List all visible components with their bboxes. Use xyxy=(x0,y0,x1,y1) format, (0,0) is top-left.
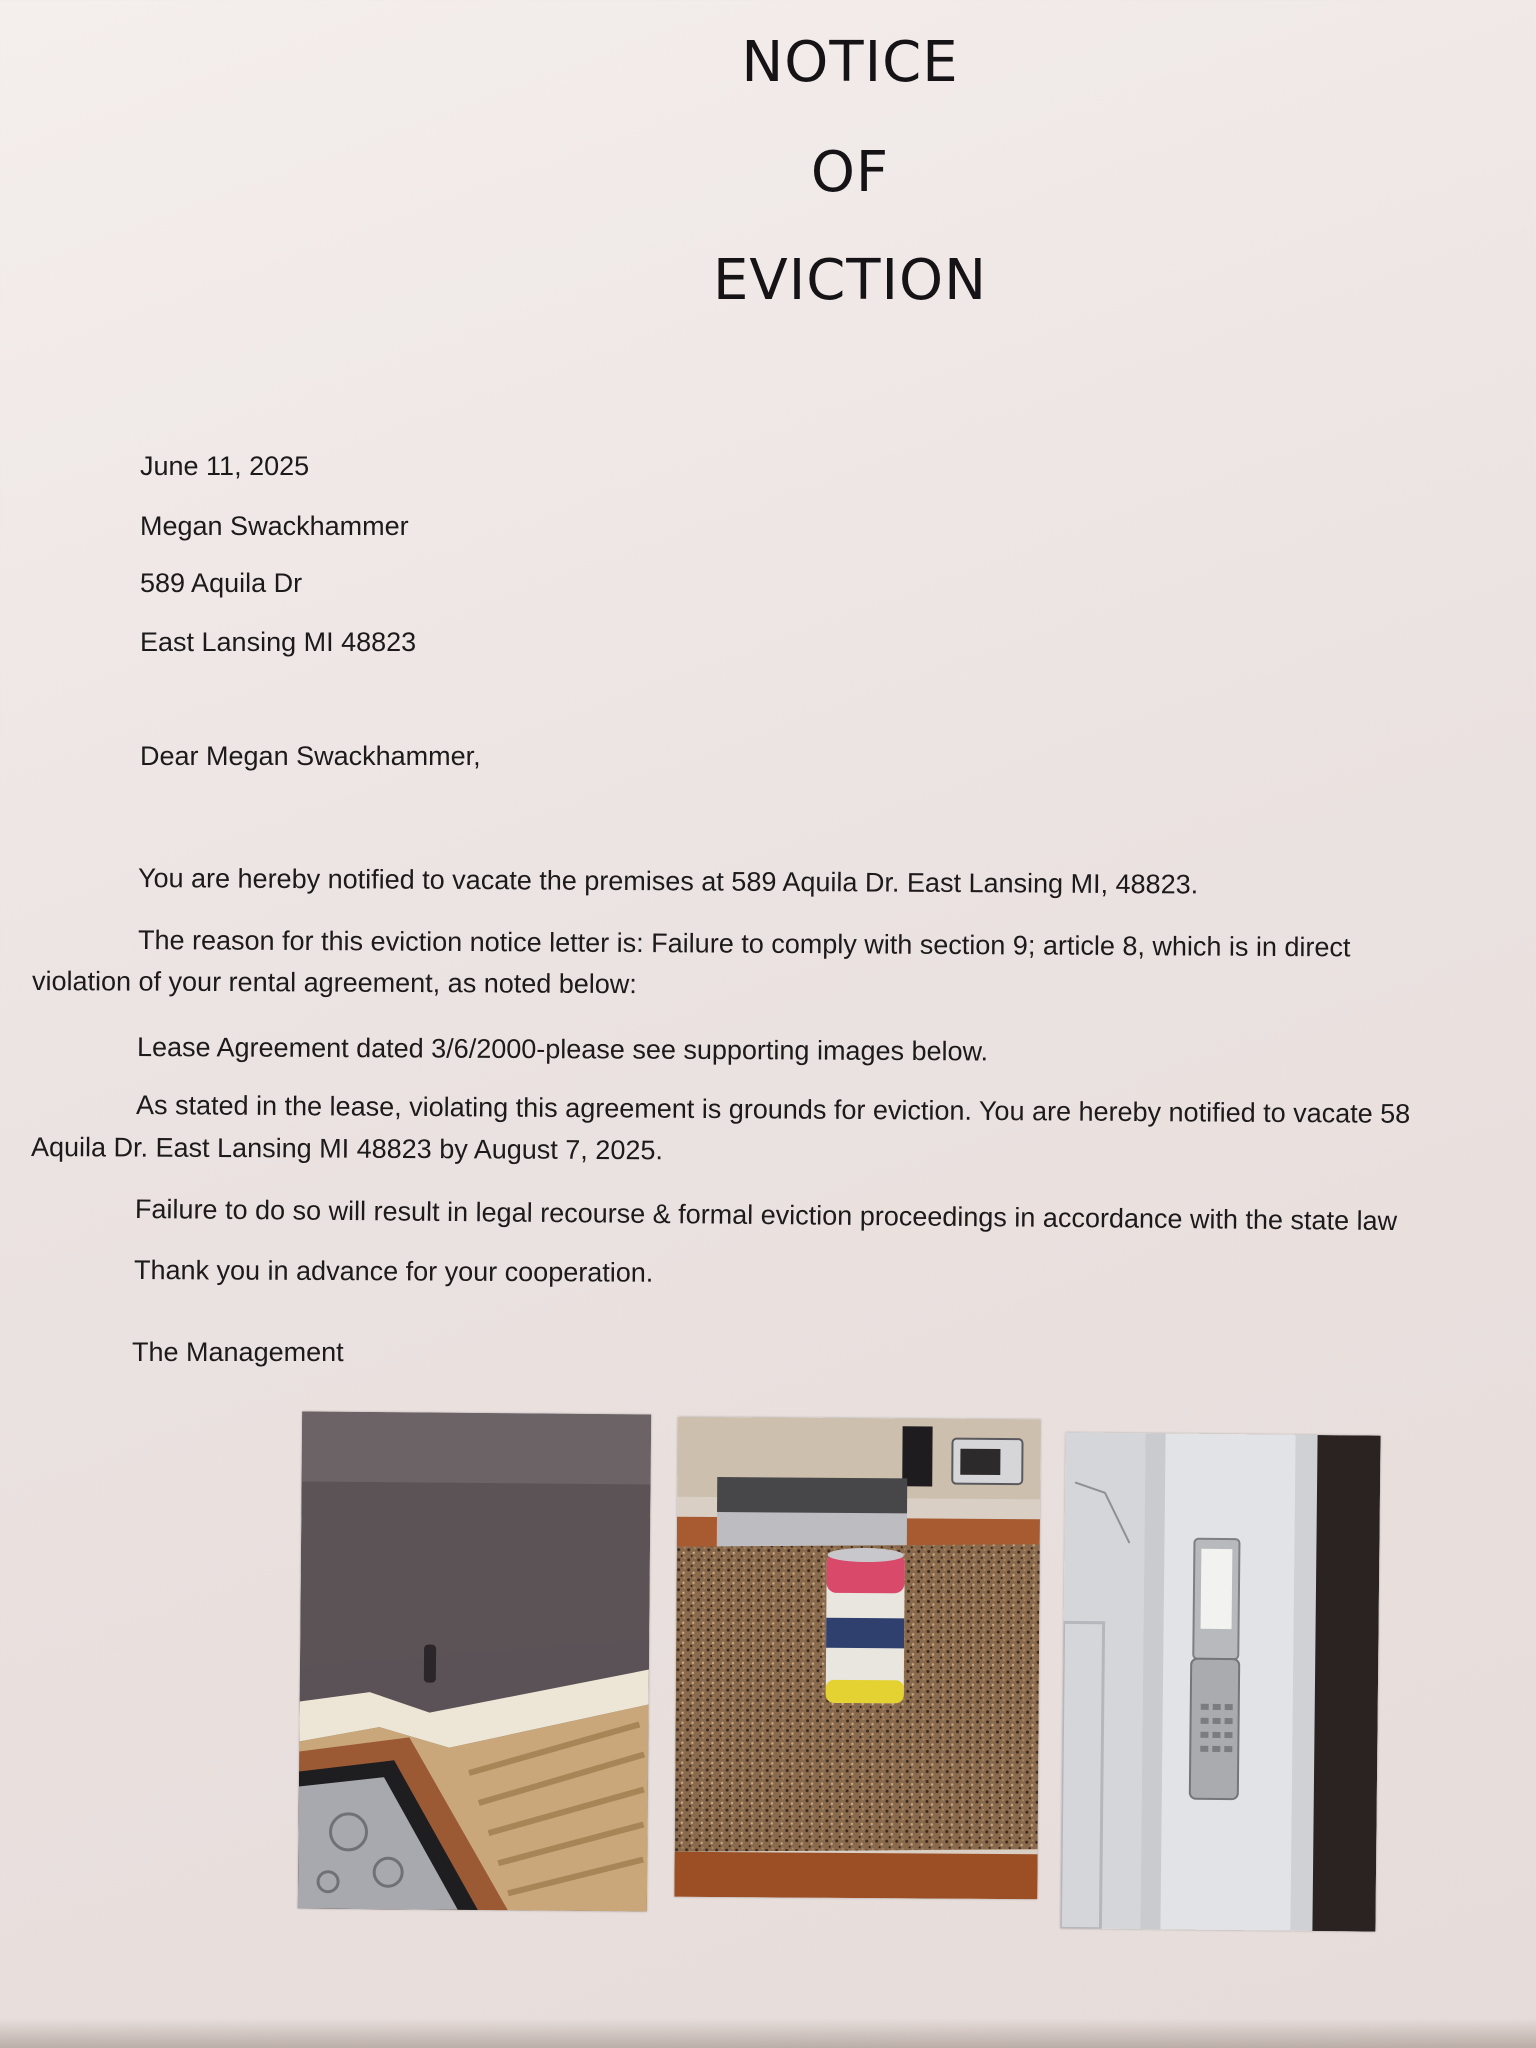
supporting-photo-stairs xyxy=(298,1411,651,1911)
paragraph-vacate: You are hereby notified to vacate the premises at 589 Aquila Dr. East Lansing MI, 48823. xyxy=(137,863,1199,900)
paragraph-grounds-1: As stated in the lease, violating this agreement is grounds for eviction. You are hereby notified to vacate 58 xyxy=(135,1090,1411,1129)
address-line-1: 589 Aquila Dr xyxy=(140,568,303,598)
paragraph-reason-2: violation of your rental agreement, as noted below: xyxy=(31,966,637,1000)
supporting-photo-counter-can xyxy=(674,1417,1040,1900)
title-eviction: EVICTION xyxy=(713,248,987,313)
salutation: Dear Megan Swackhammer, xyxy=(140,741,481,771)
letter-date: June 11, 2025 xyxy=(140,451,310,481)
address-line-2: East Lansing MI 48823 xyxy=(140,627,417,657)
title-notice: NOTICE xyxy=(741,30,959,95)
title-of: OF xyxy=(810,140,890,205)
page-bottom-shadow xyxy=(0,2018,1536,2048)
paragraph-lease: Lease Agreement dated 3/6/2000-please see supporting images below. xyxy=(136,1032,989,1067)
paragraph-grounds-2: Aquila Dr. East Lansing MI 48823 by August 7, 2025. xyxy=(30,1132,663,1166)
paragraph-reason-1: The reason for this eviction notice letter is: Failure to comply with section 9; article 8, which is in direct xyxy=(137,925,1351,963)
paragraph-thanks: Thank you in advance for your cooperation. xyxy=(133,1255,654,1288)
supporting-photo-door-keypad xyxy=(1060,1432,1380,1931)
paragraph-failure: Failure to do so will result in legal recourse & formal eviction proceedings in accordance with the state law xyxy=(134,1194,1398,1237)
recipient-name: Megan Swackhammer xyxy=(140,511,409,541)
signature: The Management xyxy=(132,1337,344,1367)
